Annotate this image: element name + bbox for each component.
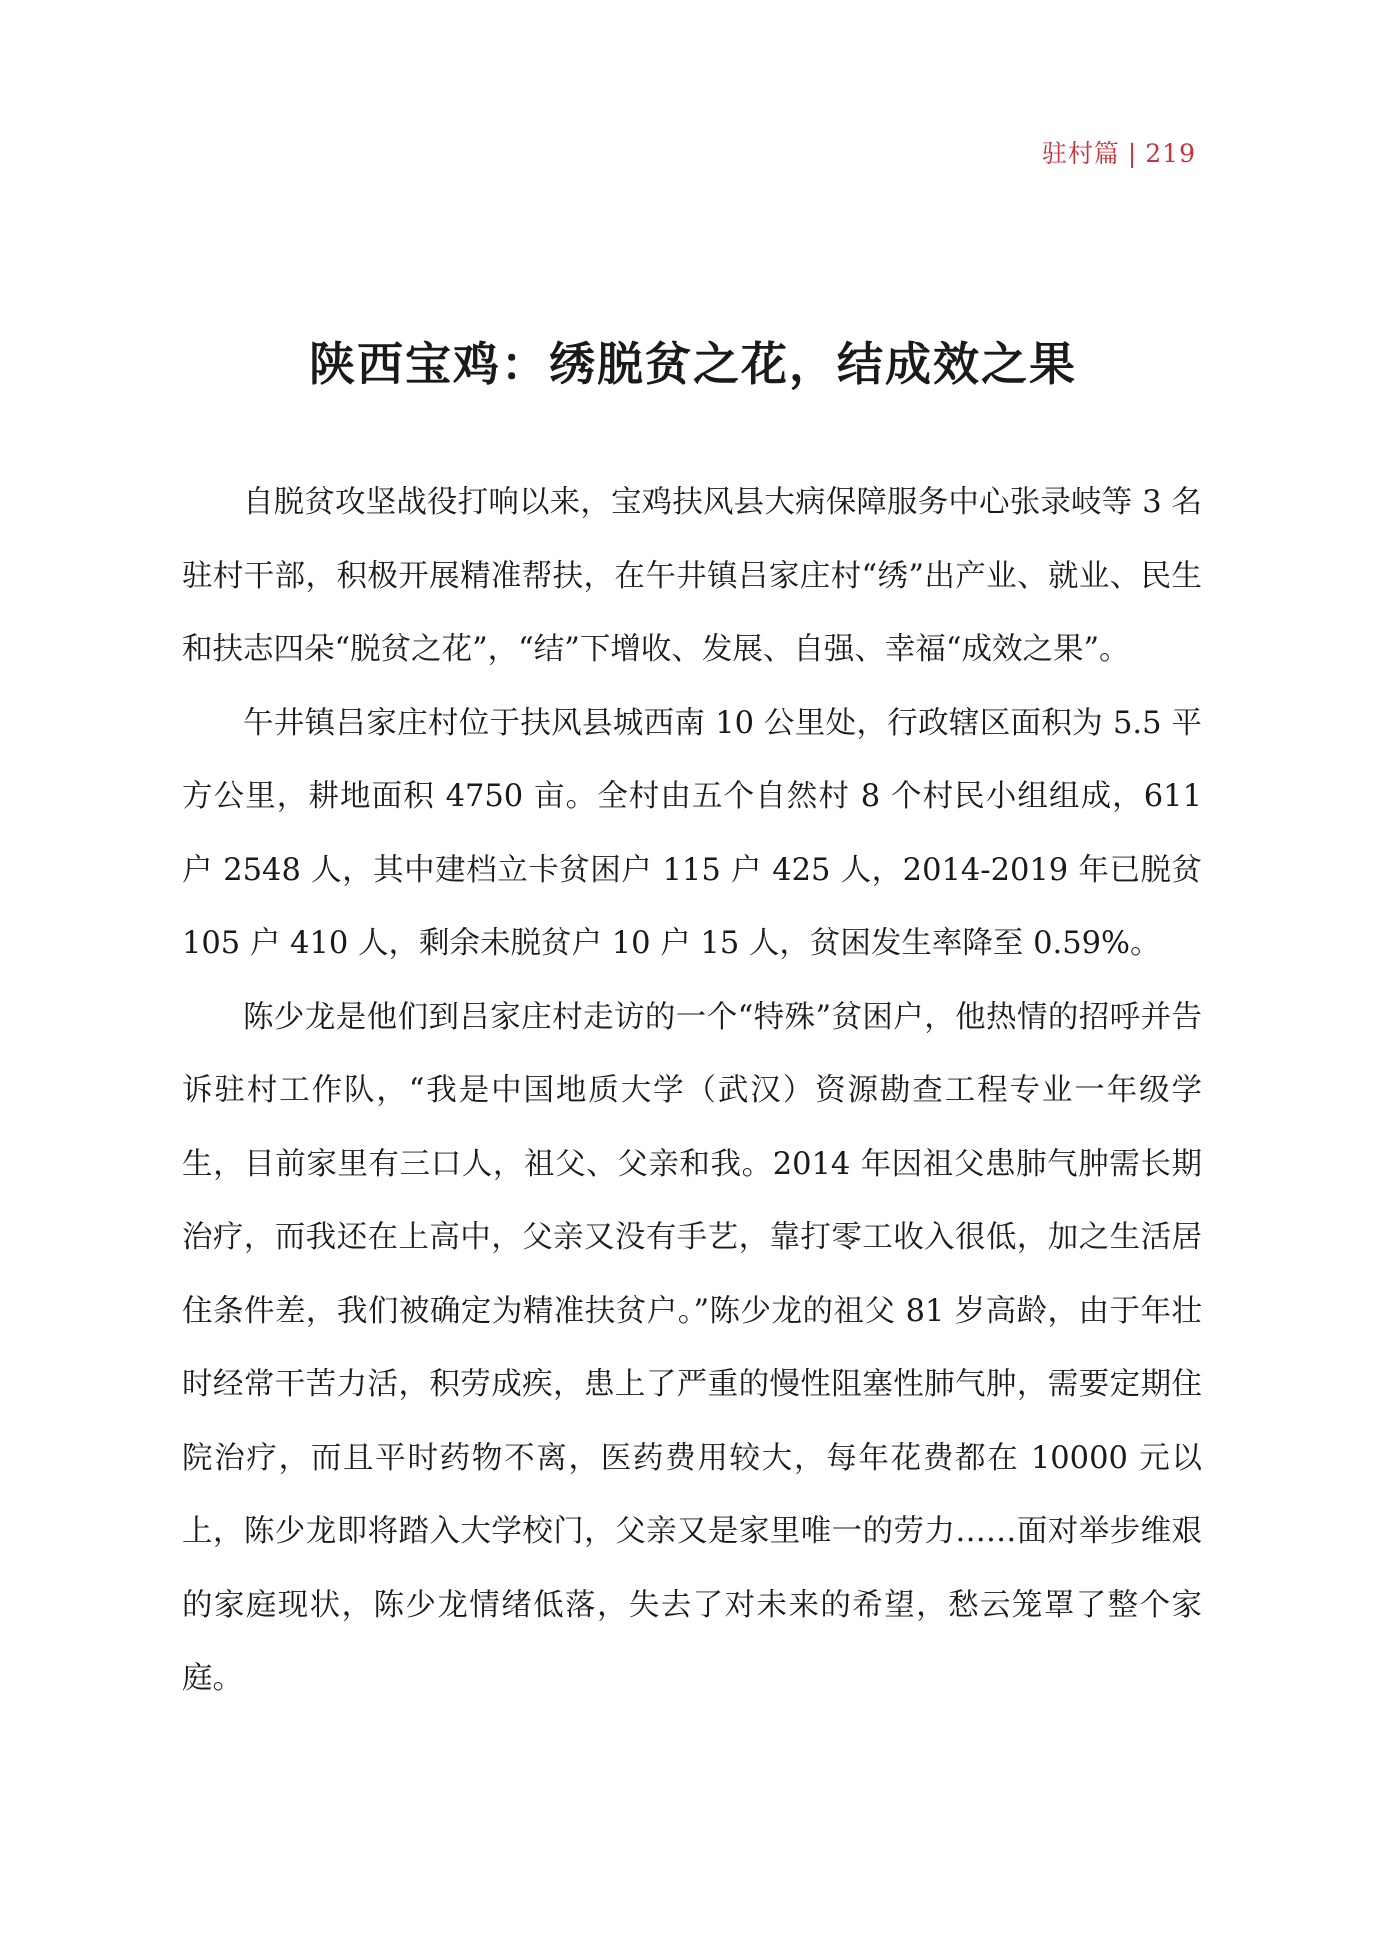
running-header (1042, 134, 1196, 170)
page-number: 219 (1145, 139, 1196, 168)
article-body (182, 466, 1202, 1716)
section-name: 驻村篇 (1041, 139, 1120, 168)
paragraph: 午井镇吕家庄村位于扶风县城西南 10 公里处，行政辖区面积为 5.5 平方公里，耕地面积 4750 亩。全村由五个自然村 8 个村民小组组成，611 户 2548 人，其中建档立卡贫困户 115 户 425 人，2014-2019 年已脱贫 105 户 410 人，剩余未脱贫户 10 户 15 人，贫困发生率降至 0.59%。 (182, 705, 1202, 961)
header-separator: | (1127, 139, 1138, 168)
article-title: 陕西宝鸡：绣脱贫之花，结成效之果 (309, 337, 1077, 391)
paragraph: 自脱贫攻坚战役打响以来，宝鸡扶风县大病保障服务中心张录岐等 3 名驻村干部，积极开展精准帮扶，在午井镇吕家庄村“绣”出产业、就业、民生和扶志四朵“脱贫之花”，“结”下增收、发展、自强、幸福“成效之果”。 (182, 485, 1202, 667)
paragraph: 陈少龙是他们到吕家庄村走访的一个“特殊”贫困户，他热情的招呼并告诉驻村工作队，“我是中国地质大学（武汉）资源勘查工程专业一年级学生，目前家里有三口人，祖父、父亲和我。2014 年因祖父患肺气肿需长期治疗，而我还在上高中，父亲又没有手艺，靠打零工收入很低，加之生活居住条件差，我们被确定为精准扶贫户。”陈少龙的祖父 81 岁高龄，由于年壮时经常干苦力活，积劳成疾，患上了严重的慢性阻塞性肺气肿，需要定期住院治疗，而且平时药物不离，医药费用较大，每年花费都在 10000 元以上，陈少龙即将踏入大学校门，父亲又是家里唯一的劳力……面对举步维艰的家庭现状，陈少龙情绪低落，失去了对未来的希望，愁云笼罩了整个家庭。 (182, 999, 1202, 1696)
